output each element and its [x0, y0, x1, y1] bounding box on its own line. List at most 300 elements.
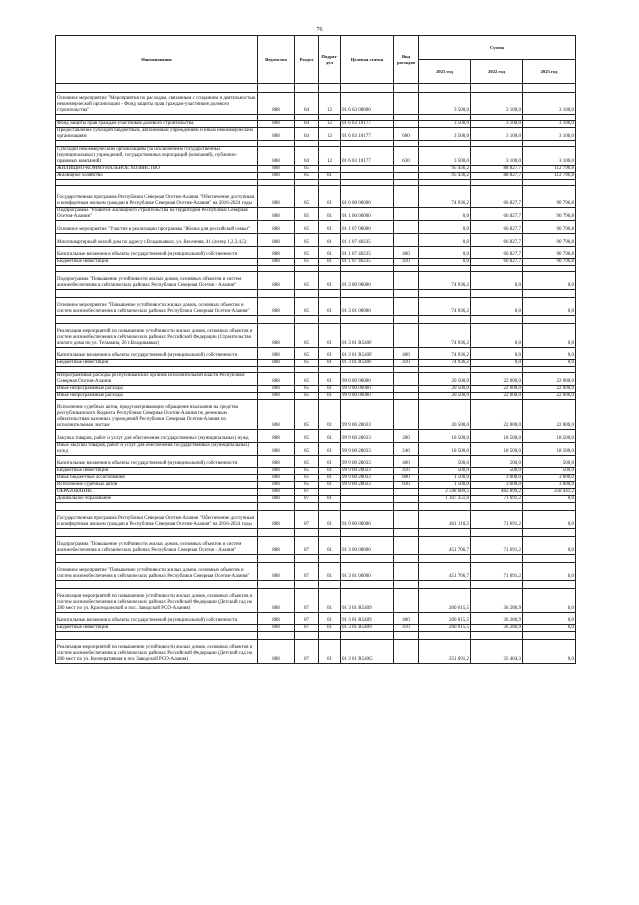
row-sum-2021-cell: 95 436,2 — [419, 166, 471, 173]
row-subsection-cell — [319, 489, 341, 496]
row-subsection-cell: 01 — [319, 456, 341, 468]
row-department-cell: 808 — [258, 373, 295, 386]
header-expense-type: Вид расходов — [394, 36, 419, 84]
table-row — [56, 393, 576, 400]
row-sum-2021-cell: 451 706,7 — [419, 537, 471, 555]
row-sum-2021-cell: 200 015,5 — [419, 613, 471, 625]
row-name-cell: Подпрограмма "Повышение устойчивости жилых домов, основных объектов и систем жизнеобеспечения в сейсмических районах Республики Северная Осетия - Алания" — [56, 537, 258, 555]
row-subsection-cell — [319, 316, 341, 324]
table-row — [56, 640, 576, 664]
row-sum-2023-cell: 358 441,2 — [523, 489, 576, 496]
row-expense-type-cell: 830 — [394, 482, 419, 489]
table-row — [56, 247, 576, 259]
page-number: 76 — [316, 27, 323, 33]
row-expense-type-cell — [394, 186, 419, 208]
row-target-item-cell: 01 6 63 10177 — [341, 128, 394, 141]
row-sum-2023-cell — [523, 581, 576, 589]
row-department-cell: 808 — [258, 324, 295, 348]
row-sum-2022-cell: 66 827,7 — [471, 221, 523, 234]
row-subsection-cell: 01 — [319, 400, 341, 430]
row-section-cell: 05 — [295, 298, 319, 316]
row-subsection-cell — [319, 290, 341, 298]
row-expense-type-cell — [394, 84, 419, 93]
row-sum-2021-cell: 0,0 — [419, 221, 471, 234]
table-row — [56, 84, 576, 93]
row-subsection-cell: 01 — [319, 475, 341, 482]
row-sum-2023-cell: 3 000,0 — [523, 482, 576, 489]
header-department: Ведомство — [258, 36, 295, 84]
row-sum-2023-cell — [523, 290, 576, 298]
row-expense-type-cell — [394, 121, 419, 128]
row-sum-2021-cell — [419, 581, 471, 589]
row-subsection-cell — [319, 555, 341, 563]
row-sum-2022-cell — [471, 581, 523, 589]
table-body — [56, 84, 576, 664]
row-department-cell: 808 — [258, 147, 295, 166]
row-section-cell: 05 — [295, 348, 319, 360]
row-sum-2023-cell: 0,0 — [523, 589, 576, 613]
row-section-cell: 05 — [295, 221, 319, 234]
row-subsection-cell — [319, 581, 341, 589]
row-expense-type-cell — [394, 290, 419, 298]
row-section-cell: 04 — [295, 121, 319, 128]
row-section-cell: 05 — [295, 208, 319, 221]
row-sum-2023-cell: 90 796,8 — [523, 247, 576, 259]
row-department-cell — [258, 84, 295, 93]
row-sum-2022-cell: 3 000,0 — [471, 475, 523, 482]
row-target-item-cell: 01 3 00 00000 — [341, 272, 394, 290]
row-section-cell: 05 — [295, 393, 319, 400]
row-target-item-cell — [341, 316, 394, 324]
row-expense-type-cell — [394, 632, 419, 640]
table-row — [56, 443, 576, 456]
row-sum-2021-cell: 200 015,5 — [419, 625, 471, 632]
row-subsection-cell: 12 — [319, 128, 341, 141]
row-expense-type-cell — [394, 316, 419, 324]
row-sum-2023-cell: 112 796,8 — [523, 166, 576, 173]
row-sum-2021-cell: 74 936,2 — [419, 360, 471, 367]
row-name-cell: Основное мероприятие "Повышение устойчивости жилых домов, основных объектов и систем жизнеобеспечения в сейсмических районах Республики Северная Осетия-Алания" — [56, 298, 258, 316]
row-section-cell — [295, 632, 319, 640]
row-target-item-cell: 01 3 01 00000 — [341, 563, 394, 581]
row-sum-2023-cell: 90 796,8 — [523, 259, 576, 266]
table-row — [56, 272, 576, 290]
row-name-cell: Капитальные вложения в объекты государственной (муниципальной) собственности — [56, 456, 258, 468]
row-sum-2023-cell: 0,0 — [523, 613, 576, 625]
row-target-item-cell: 01 1 07 40235 — [341, 247, 394, 259]
row-sum-2022-cell: 0,0 — [471, 348, 523, 360]
row-department-cell: 808 — [258, 259, 295, 266]
table-row — [56, 173, 576, 180]
row-target-item-cell — [341, 503, 394, 511]
row-name-cell: Капитальные вложения в объекты государственной (муниципальной) собственности — [56, 613, 258, 625]
row-department-cell: 808 — [258, 128, 295, 141]
row-section-cell: 04 — [295, 128, 319, 141]
row-department-cell: 808 — [258, 393, 295, 400]
row-sum-2022-cell: 22 000,0 — [471, 386, 523, 393]
table-row — [56, 482, 576, 489]
row-subsection-cell: 01 — [319, 272, 341, 290]
row-sum-2023-cell — [523, 529, 576, 537]
row-sum-2023-cell: 3 100,0 — [523, 128, 576, 141]
row-target-item-cell: 01 6 63 10177 — [341, 121, 394, 128]
row-subsection-cell: 01 — [319, 298, 341, 316]
row-section-cell: 07 — [295, 489, 319, 496]
row-target-item-cell: 01 3 01 R5409 — [341, 613, 394, 625]
row-department-cell — [258, 503, 295, 511]
row-subsection-cell: 01 — [319, 208, 341, 221]
row-name-cell: Бюджетные инвестиции — [56, 259, 258, 266]
row-sum-2022-cell: 66 827,7 — [471, 234, 523, 247]
row-section-cell: 07 — [295, 511, 319, 529]
row-department-cell: 808 — [258, 298, 295, 316]
row-expense-type-cell — [394, 298, 419, 316]
row-sum-2023-cell — [523, 632, 576, 640]
row-sum-2023-cell — [523, 316, 576, 324]
row-sum-2022-cell: 18 500,0 — [471, 430, 523, 443]
row-sum-2022-cell: 18 500,0 — [471, 443, 523, 456]
row-sum-2022-cell: 36 286,9 — [471, 589, 523, 613]
table-row — [56, 581, 576, 589]
row-sum-2021-cell: 0,0 — [419, 259, 471, 266]
row-target-item-cell: 99 9 00 28033 — [341, 475, 394, 482]
header-sum: Сумма — [419, 36, 576, 60]
row-subsection-cell: 01 — [319, 589, 341, 613]
row-department-cell — [258, 581, 295, 589]
row-section-cell: 05 — [295, 386, 319, 393]
row-sum-2023-cell: 90 796,8 — [523, 234, 576, 247]
row-sum-2022-cell: 66 827,7 — [471, 208, 523, 221]
table-row — [56, 128, 576, 141]
row-sum-2022-cell: 3 100,0 — [471, 128, 523, 141]
table-row — [56, 503, 576, 511]
row-target-item-cell — [341, 496, 394, 503]
table-row — [56, 360, 576, 367]
row-sum-2022-cell: 0,0 — [471, 324, 523, 348]
row-name-cell — [56, 290, 258, 298]
row-target-item-cell: 01 0 00 00000 — [341, 186, 394, 208]
row-name-cell: Подпрограмма "Развитие жилищного строительства на территории Республики Северная Осетия-Алания" — [56, 208, 258, 221]
budget-table — [55, 35, 576, 664]
row-sum-2021-cell: 1 307 351,0 — [419, 496, 471, 503]
table-row — [56, 234, 576, 247]
row-department-cell: 808 — [258, 186, 295, 208]
row-subsection-cell: 01 — [319, 625, 341, 632]
row-expense-type-cell — [394, 93, 419, 115]
row-name-cell: Закупка товаров, работ и услуг для обеспечения государственных (муниципальных) нужд — [56, 430, 258, 443]
row-expense-type-cell — [394, 640, 419, 664]
row-expense-type-cell — [394, 173, 419, 180]
row-subsection-cell: 01 — [319, 640, 341, 664]
row-department-cell: 808 — [258, 272, 295, 290]
row-sum-2021-cell: 74 936,2 — [419, 186, 471, 208]
row-sum-2022-cell: 482 899,2 — [471, 489, 523, 496]
row-name-cell: Дошкольное образование — [56, 496, 258, 503]
row-name-cell: Реализация мероприятий по повышению устойчивости жилых домов, основных объектов и систем жизнеобеспечения в сейсмических районах Российской Федерации (Детский сад на 280 мест по ул. Краснодонской и пос. Заводской РСО-Алания) — [56, 589, 258, 613]
row-sum-2021-cell: 18 500,0 — [419, 443, 471, 456]
row-sum-2022-cell: 500,0 — [471, 456, 523, 468]
row-sum-2022-cell: 66 827,7 — [471, 247, 523, 259]
table-row — [56, 589, 576, 613]
table-row — [56, 400, 576, 430]
row-name-cell: Исполнение судебных актов, предусматривающих обращение взыскания на средства республиканского бюджета Республики Северная Осетия-Алания по денежным обязательствам казенных учреждений Республики Северная Осетия-Алания по исполнительным листам — [56, 400, 258, 430]
row-sum-2022-cell: 88 827,7 — [471, 173, 523, 180]
row-sum-2021-cell: 95 436,2 — [419, 173, 471, 180]
row-sum-2022-cell: 3 000,0 — [471, 482, 523, 489]
row-expense-type-cell — [394, 489, 419, 496]
row-sum-2023-cell: 90 796,8 — [523, 221, 576, 234]
table-row — [56, 221, 576, 234]
row-expense-type-cell: 410 — [394, 625, 419, 632]
row-sum-2021-cell: 3 500,0 — [419, 147, 471, 166]
row-name-cell: Предоставление субсидий бюджетным, автономным учреждениям и иным некоммерческим организациям — [56, 128, 258, 141]
header-year-2023: 2023 год — [523, 60, 576, 84]
row-name-cell — [56, 316, 258, 324]
row-subsection-cell — [319, 84, 341, 93]
row-sum-2021-cell — [419, 316, 471, 324]
row-name-cell: Государственная программа Республики Северная Осетия-Алания "Обеспечение доступным и комфортным жильем граждан в Республике Северная Осетия-Алания" на 2016-2024 годы — [56, 186, 258, 208]
row-target-item-cell — [341, 529, 394, 537]
row-sum-2023-cell: 0,0 — [523, 360, 576, 367]
row-sum-2021-cell: 500,0 — [419, 456, 471, 468]
row-target-item-cell — [341, 632, 394, 640]
row-target-item-cell: 99 9 00 28033 — [341, 482, 394, 489]
row-target-item-cell: 99 9 00 28033 — [341, 456, 394, 468]
row-sum-2021-cell: 0,0 — [419, 234, 471, 247]
row-target-item-cell — [341, 173, 394, 180]
row-sum-2023-cell: 90 796,8 — [523, 208, 576, 221]
row-sum-2021-cell: 2 598 689,5 — [419, 489, 471, 496]
table-row — [56, 290, 576, 298]
header-subsection: Подраз-дел — [319, 36, 341, 84]
row-target-item-cell: 01 3 01 R540F — [341, 360, 394, 367]
row-department-cell: 808 — [258, 613, 295, 625]
table-row — [56, 430, 576, 443]
row-sum-2022-cell: 500,0 — [471, 468, 523, 475]
row-sum-2023-cell: 0,0 — [523, 640, 576, 664]
row-subsection-cell: 12 — [319, 93, 341, 115]
row-expense-type-cell: 410 — [394, 259, 419, 266]
row-department-cell: 808 — [258, 496, 295, 503]
row-expense-type-cell: 240 — [394, 443, 419, 456]
row-name-cell — [56, 632, 258, 640]
row-sum-2021-cell — [419, 632, 471, 640]
row-name-cell: Иные непрограммные расходы — [56, 386, 258, 393]
row-name-cell — [56, 84, 258, 93]
row-expense-type-cell — [394, 234, 419, 247]
table-row — [56, 259, 576, 266]
row-name-cell: Подпрограмма "Повышение устойчивости жилых домов, основных объектов и систем жизнеобеспечения в сейсмических районах Республики Северная Осетия - Алания" — [56, 272, 258, 290]
row-sum-2022-cell: 0,0 — [471, 272, 523, 290]
row-target-item-cell: 01 6 63 10177 — [341, 147, 394, 166]
row-target-item-cell: 99 9 00 28033 — [341, 443, 394, 456]
row-section-cell: 07 — [295, 537, 319, 555]
row-sum-2023-cell: 18 500,0 — [523, 443, 576, 456]
row-name-cell: Капитальные вложения в объекты государственной (муниципальной) собственности — [56, 247, 258, 259]
row-target-item-cell: 01 3 01 R540F — [341, 324, 394, 348]
row-expense-type-cell — [394, 400, 419, 430]
row-department-cell — [258, 632, 295, 640]
row-sum-2021-cell: 20 500,0 — [419, 393, 471, 400]
row-section-cell: 05 — [295, 166, 319, 173]
row-subsection-cell: 01 — [319, 360, 341, 367]
table-row — [56, 386, 576, 393]
row-sum-2021-cell: 74 936,2 — [419, 324, 471, 348]
row-subsection-cell: 01 — [319, 324, 341, 348]
row-expense-type-cell — [394, 555, 419, 563]
row-expense-type-cell: 600 — [394, 128, 419, 141]
row-subsection-cell: 01 — [319, 373, 341, 386]
row-name-cell: Иные бюджетные ассигнования — [56, 475, 258, 482]
row-name-cell: ЖИЛИЩНО-КОММУНАЛЬНОЕ ХОЗЯЙСТВО — [56, 166, 258, 173]
row-sum-2021-cell: 1 500,0 — [419, 475, 471, 482]
row-subsection-cell: 01 — [319, 186, 341, 208]
row-target-item-cell: 01 3 01 R540G — [341, 640, 394, 664]
row-department-cell: 808 — [258, 489, 295, 496]
row-sum-2023-cell: 3 000,0 — [523, 475, 576, 482]
row-name-cell — [56, 503, 258, 511]
row-department-cell: 808 — [258, 589, 295, 613]
row-sum-2022-cell — [471, 632, 523, 640]
row-section-cell: 05 — [295, 234, 319, 247]
table-row — [56, 456, 576, 468]
row-section-cell: 05 — [295, 430, 319, 443]
row-sum-2023-cell: 90 796,8 — [523, 186, 576, 208]
row-target-item-cell: 99 9 00 00000 — [341, 386, 394, 393]
row-section-cell — [295, 503, 319, 511]
table-row — [56, 147, 576, 166]
row-department-cell: 808 — [258, 443, 295, 456]
row-expense-type-cell: 410 — [394, 468, 419, 475]
row-sum-2022-cell: 22 000,0 — [471, 393, 523, 400]
row-department-cell: 808 — [258, 348, 295, 360]
row-subsection-cell: 01 — [319, 511, 341, 529]
row-sum-2022-cell: 3 100,0 — [471, 121, 523, 128]
row-department-cell: 808 — [258, 234, 295, 247]
row-target-item-cell: 99 0 00 00000 — [341, 373, 394, 386]
row-section-cell: 05 — [295, 259, 319, 266]
row-expense-type-cell — [394, 221, 419, 234]
table-row — [56, 563, 576, 581]
row-sum-2022-cell: 0,0 — [471, 298, 523, 316]
row-sum-2023-cell: 0,0 — [523, 625, 576, 632]
row-expense-type-cell: 400 — [394, 613, 419, 625]
row-sum-2023-cell: 22 000,0 — [523, 393, 576, 400]
row-target-item-cell: 01 1 07 00000 — [341, 221, 394, 234]
table-row — [56, 316, 576, 324]
row-target-item-cell: 99 9 00 28033 — [341, 430, 394, 443]
row-name-cell: Иные закупки товаров, работ и услуг для обеспечения государственных (муниципальных) нужд — [56, 443, 258, 456]
row-expense-type-cell — [394, 581, 419, 589]
row-target-item-cell: 01 3 00 00000 — [341, 537, 394, 555]
row-sum-2023-cell: 0,0 — [523, 272, 576, 290]
row-sum-2021-cell: 20 500,0 — [419, 373, 471, 386]
row-name-cell: Бюджетные инвестиции — [56, 468, 258, 475]
row-department-cell: 808 — [258, 456, 295, 468]
row-sum-2021-cell: 20 500,0 — [419, 386, 471, 393]
header-year-2021: 2021 год — [419, 60, 471, 84]
row-section-cell: 07 — [295, 640, 319, 664]
row-subsection-cell: 01 — [319, 173, 341, 180]
row-department-cell — [258, 529, 295, 537]
table-row — [56, 324, 576, 348]
row-sum-2021-cell: 74 936,2 — [419, 272, 471, 290]
row-section-cell: 05 — [295, 443, 319, 456]
row-sum-2023-cell: 22 000,0 — [523, 373, 576, 386]
row-target-item-cell: 99 9 00 28033 — [341, 468, 394, 475]
row-name-cell: Реализация мероприятий по повышению устойчивости жилых домов, основных объектов и систем жизнеобеспечения в сейсмических районах Российской Федерации (Детский сад на 280 мест по ул. Кооперативная в пос Заводской РСО-Алания) — [56, 640, 258, 664]
row-expense-type-cell: 800 — [394, 475, 419, 482]
row-sum-2023-cell — [523, 503, 576, 511]
row-expense-type-cell — [394, 496, 419, 503]
row-sum-2021-cell: 251 691,2 — [419, 640, 471, 664]
row-name-cell: Основное мероприятие "Участие в реализации программы "Жилье для российской семьи" — [56, 221, 258, 234]
row-sum-2021-cell — [419, 290, 471, 298]
row-section-cell: 07 — [295, 613, 319, 625]
row-department-cell: 808 — [258, 93, 295, 115]
row-section-cell: 05 — [295, 373, 319, 386]
row-section-cell: 05 — [295, 468, 319, 475]
row-section-cell: 07 — [295, 589, 319, 613]
row-sum-2021-cell — [419, 555, 471, 563]
row-sum-2022-cell — [471, 555, 523, 563]
row-sum-2021-cell: 0,0 — [419, 208, 471, 221]
row-department-cell: 808 — [258, 166, 295, 173]
row-expense-type-cell — [394, 324, 419, 348]
header-year-2022: 2022 год — [471, 60, 523, 84]
row-sum-2021-cell: 18 500,0 — [419, 430, 471, 443]
row-subsection-cell: 01 — [319, 482, 341, 489]
row-section-cell — [295, 84, 319, 93]
row-department-cell: 808 — [258, 511, 295, 529]
row-sum-2023-cell: 0,0 — [523, 324, 576, 348]
row-sum-2022-cell: 71 691,2 — [471, 563, 523, 581]
row-sum-2023-cell: 22 000,0 — [523, 386, 576, 393]
row-department-cell: 808 — [258, 640, 295, 664]
row-subsection-cell: 01 — [319, 563, 341, 581]
row-department-cell: 808 — [258, 537, 295, 555]
row-sum-2023-cell: 112 796,8 — [523, 173, 576, 180]
header-name: Наименование — [56, 36, 258, 84]
row-name-cell: Иные непрограммные расходы — [56, 393, 258, 400]
row-department-cell: 808 — [258, 468, 295, 475]
row-name-cell: Многоквартирный жилой дом по адресу г.Владикавказ, ул. Весенняя, 41 (литер 1,2,3,4,5) — [56, 234, 258, 247]
row-name-cell: Фонд защиты прав граждан-участников долевого строительства — [56, 121, 258, 128]
table-row — [56, 613, 576, 625]
row-subsection-cell: 01 — [319, 537, 341, 555]
row-target-item-cell: 01 1 07 40235 — [341, 259, 394, 266]
row-sum-2021-cell: 20 500,0 — [419, 400, 471, 430]
row-department-cell: 808 — [258, 173, 295, 180]
row-section-cell — [295, 581, 319, 589]
row-expense-type-cell — [394, 272, 419, 290]
row-expense-type-cell — [394, 373, 419, 386]
row-expense-type-cell: 400 — [394, 348, 419, 360]
row-section-cell: 05 — [295, 482, 319, 489]
row-subsection-cell: 12 — [319, 147, 341, 166]
row-section-cell: 04 — [295, 93, 319, 115]
table-row — [56, 555, 576, 563]
row-sum-2021-cell: 74 936,2 — [419, 348, 471, 360]
table-row — [56, 208, 576, 221]
row-department-cell: 808 — [258, 625, 295, 632]
row-target-item-cell: 01 3 01 00000 — [341, 298, 394, 316]
row-sum-2023-cell: 0,0 — [523, 298, 576, 316]
row-section-cell: 05 — [295, 186, 319, 208]
row-name-cell: Бюджетные инвестиции — [56, 360, 258, 367]
row-department-cell: 808 — [258, 247, 295, 259]
row-name-cell: Субсидии некоммерческим организациям (за исключением государственных (муниципальных) учреждений, государственных корпораций (компаний), публично-правовых компаний) — [56, 147, 258, 166]
